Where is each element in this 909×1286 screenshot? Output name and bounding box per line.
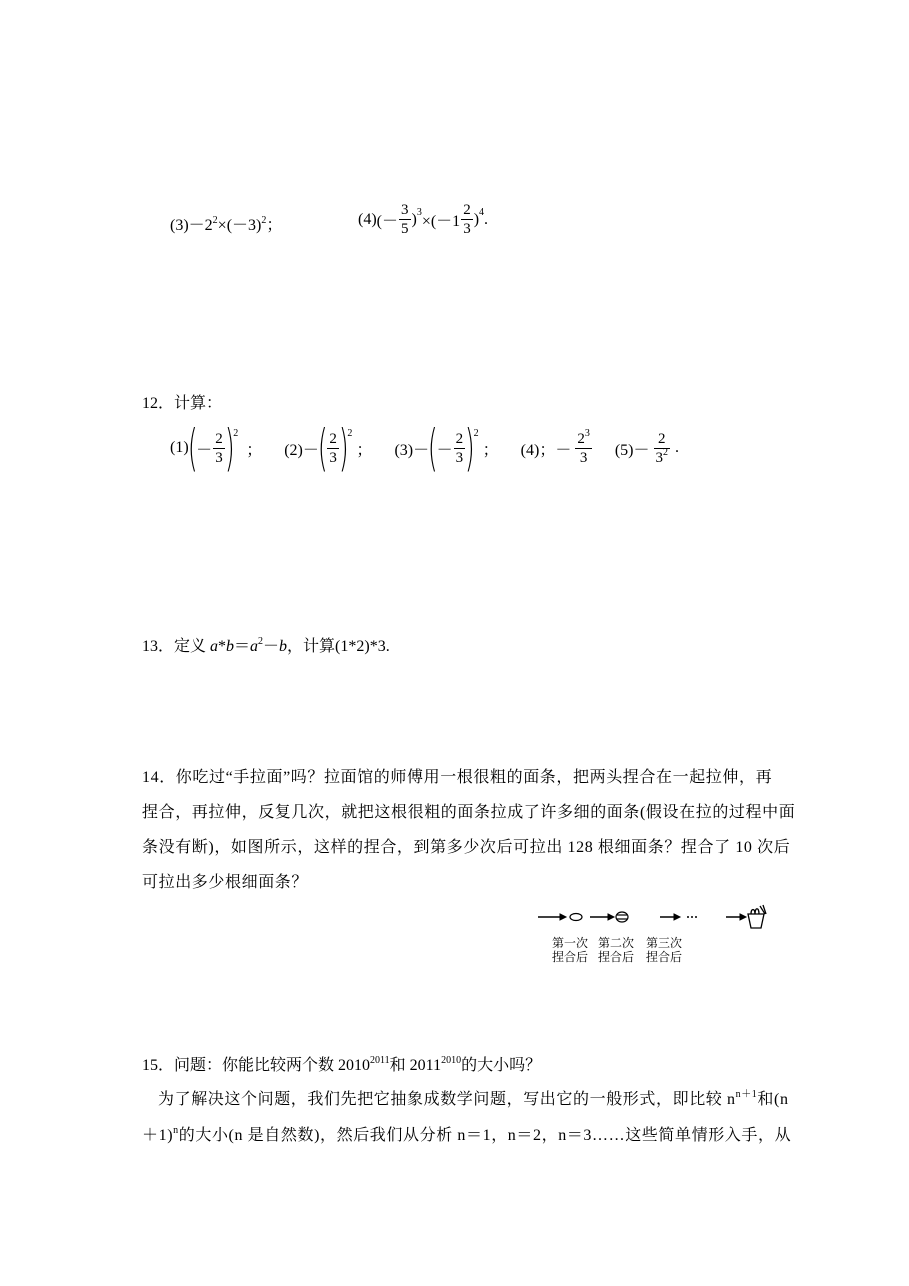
numerator: 3	[401, 202, 409, 218]
noodle-bowl-icon	[748, 905, 766, 928]
text: ＋1)	[142, 1127, 174, 1144]
sign: －	[436, 441, 453, 459]
punctuation: ；	[246, 441, 263, 459]
expr-text: ×(－1	[421, 213, 461, 230]
fraction	[213, 430, 225, 467]
exponent: 2011	[370, 1055, 390, 1066]
punctuation: ；	[482, 441, 499, 459]
expr-text: －2	[188, 217, 213, 234]
arrow-icon	[590, 914, 614, 920]
numerator: 2	[455, 430, 464, 447]
text: 的大小(n 是自然数)，然后我们从分析 n＝1，n＝2，n＝3……这些简单情形入手，从	[178, 1127, 792, 1144]
right-paren: )	[224, 419, 235, 477]
arrow-icon	[726, 914, 746, 920]
part-label: (4)	[358, 210, 377, 228]
denominator-base: 3	[655, 449, 664, 466]
problem-15-line-2	[158, 1086, 789, 1109]
numerator-base: 2	[577, 430, 585, 447]
var-a: a	[210, 638, 219, 655]
text: 和 2011	[389, 1057, 442, 1074]
problem-12-item-1: (1) ( － $\frac{2}{3}$ ) $^2$ ；	[170, 419, 263, 477]
sign: －	[196, 441, 213, 459]
var-a: a	[250, 638, 259, 655]
noodle-diagram	[536, 904, 772, 934]
expr-text: (－	[376, 213, 398, 230]
problem-11-part-3	[170, 212, 282, 235]
fraction	[575, 427, 592, 467]
caption-third-fold	[646, 936, 682, 964]
fraction	[461, 201, 473, 238]
var-b: b	[226, 638, 235, 655]
problem-14-line-2: 捏合，再拉伸，反复几次，就把这根很粗的面条拉成了许多细的面条(假设在拉的过程中面	[142, 804, 796, 821]
exponent: 2	[258, 636, 264, 647]
operator: *	[218, 638, 227, 655]
caption-text: 第二次 捏合后	[598, 936, 635, 964]
denominator: 3	[455, 449, 464, 466]
problem-12-item-4	[520, 427, 593, 467]
exponent: 2	[663, 446, 669, 458]
exponent: 2	[261, 215, 267, 226]
item-label: (1)	[170, 439, 189, 456]
denominator: 5	[401, 221, 409, 237]
caption-text: 第一次 捏合后	[552, 936, 589, 964]
prefix-text: 13．定义	[142, 638, 211, 655]
left-paren: (	[187, 419, 198, 477]
denominator: 3	[329, 449, 337, 466]
denominator: 3	[215, 449, 223, 466]
exponent: n	[173, 1125, 179, 1136]
right-paren: )	[465, 419, 475, 477]
exponent: 2	[212, 215, 218, 226]
fraction	[399, 201, 411, 238]
item-label: (4)；－	[520, 441, 572, 459]
problem-12-item-5	[615, 430, 679, 467]
numerator: 2	[215, 430, 223, 447]
expr-text: )	[473, 210, 480, 228]
text: 15．问题：你能比较两个数 2010	[142, 1057, 371, 1074]
item-label: (5)－	[614, 441, 650, 459]
problem-12-expressions	[170, 420, 701, 476]
item-label: (3)－	[394, 441, 430, 459]
problem-14-line-4: 可拉出多少根细面条？	[142, 874, 309, 891]
problem-12-title: 12．计算：	[142, 395, 223, 412]
numerator: 2	[658, 430, 666, 447]
ellipsis-icon	[687, 916, 697, 918]
denominator	[654, 446, 671, 467]
punctuation: .	[675, 439, 680, 456]
punctuation: ；	[266, 217, 283, 234]
expr-text: )	[411, 210, 417, 228]
caption-first-fold	[552, 936, 588, 964]
operator: ＝	[234, 638, 251, 655]
text: 为了解决这个问题，我们先把它抽象成数学问题，写出它的一般形式，即比较 n	[158, 1091, 736, 1108]
denominator: 3	[579, 449, 588, 466]
denominator: 3	[463, 221, 471, 237]
left-paren: (	[317, 419, 328, 477]
arrow-icon	[538, 914, 566, 920]
text: 和(n	[757, 1091, 789, 1108]
problem-14-line-3: 条没有断)，如图所示，这样的捏合，到第多少次后可拉出 128 根细面条？捏合了 10 次后	[142, 839, 791, 856]
problem-15-line-1	[142, 1052, 541, 1075]
noodle-loop-icon	[570, 914, 582, 921]
numerator	[575, 427, 592, 448]
numerator: 2	[329, 430, 337, 447]
left-paren: (	[427, 419, 438, 477]
problem-15-line-3	[142, 1122, 791, 1145]
exponent: 2010	[441, 1055, 462, 1066]
fraction	[454, 430, 466, 467]
punctuation: ；	[356, 441, 373, 459]
problem-13	[142, 633, 390, 656]
fraction	[327, 430, 339, 467]
caption-text: 第三次 捏合后	[646, 936, 683, 964]
exponent: 3	[584, 427, 590, 439]
punctuation: .	[484, 210, 489, 228]
exponent: n＋1	[735, 1089, 758, 1100]
var-b: b	[279, 638, 288, 655]
noodle-figure	[536, 904, 772, 964]
item-label: (2)－	[284, 441, 319, 459]
text: 的大小吗？	[461, 1057, 542, 1074]
noodle-loop-icon	[616, 912, 628, 922]
problem-11-part-4: (4) (－ $\frac{3}{5}$ ) $^3$ ×(－1 $\frac{2}{3}$ ) $^4$ .	[358, 202, 489, 237]
right-paren: )	[338, 419, 349, 477]
suffix-text: ，计算(1*2)*3.	[287, 638, 390, 655]
operator: －	[263, 638, 280, 655]
problem-14-line-1: 14．你吃过“手拉面”吗？拉面馆的师傅用一根很粗的面条，把两头捏合在一起拉伸，再	[142, 769, 773, 786]
caption-second-fold	[598, 936, 634, 964]
numerator: 2	[463, 202, 471, 218]
fraction	[654, 430, 671, 467]
part-label: (3)	[170, 217, 189, 234]
expr-text: ×(－3)	[217, 217, 262, 234]
arrow-icon	[660, 914, 680, 920]
problem-12-item-2: (2)－ ( $\frac{2}{3}$ ) $^2$ ；	[284, 419, 373, 477]
problem-12-item-3: (3)－ ( － $\frac{2}{3}$ ) $^2$ ；	[394, 419, 499, 477]
